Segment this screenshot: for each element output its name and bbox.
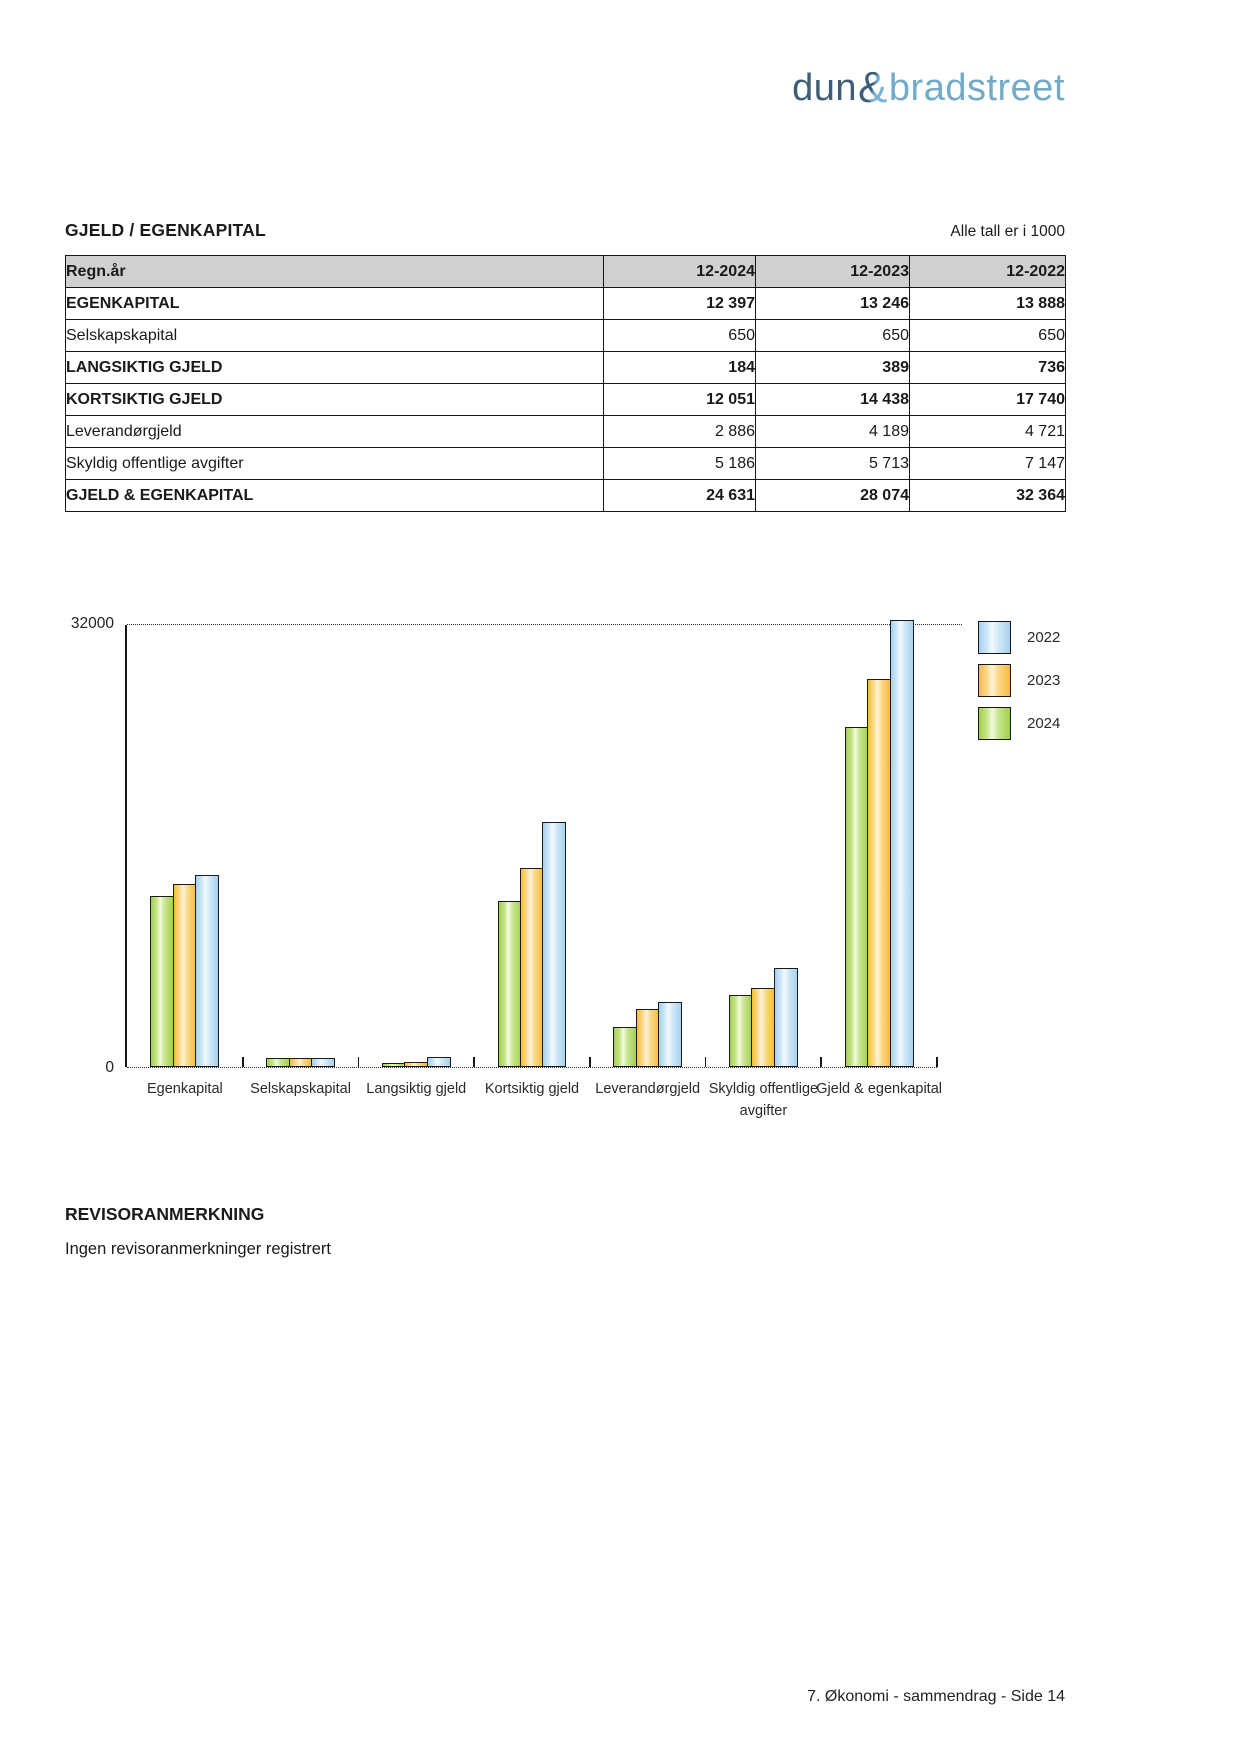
chart-category-label: Gjeld & egenkapital bbox=[816, 1081, 942, 1097]
bar-chart bbox=[70, 615, 942, 1120]
dun-bradstreet-logo bbox=[65, 63, 1065, 112]
table-row bbox=[66, 480, 1066, 512]
chart-category-group bbox=[816, 625, 942, 1097]
bar-2023 bbox=[289, 1058, 313, 1067]
row-value: 32 364 bbox=[910, 480, 1066, 512]
legend-label: 2022 bbox=[1027, 629, 1061, 646]
bar-2022 bbox=[542, 822, 566, 1067]
chart-category-group bbox=[706, 625, 822, 1120]
chart-category-label: Langsiktig gjeld bbox=[366, 1081, 467, 1097]
row-value: 5 713 bbox=[756, 448, 910, 480]
chart-category-group bbox=[590, 625, 706, 1097]
page-footer: 7. Økonomi - sammendrag - Side 14 bbox=[807, 1688, 1065, 1705]
row-value: 28 074 bbox=[756, 480, 910, 512]
revisor-section-title: REVISORANMERKNING bbox=[65, 1204, 265, 1224]
y-axis-zero-label: 0 bbox=[105, 1059, 114, 1076]
legend-color-swatch bbox=[978, 621, 1011, 654]
bar-2023 bbox=[867, 679, 891, 1067]
legend-item bbox=[978, 664, 1060, 697]
column-header-12-2024: 12-2024 bbox=[604, 256, 756, 288]
chart-legend bbox=[978, 621, 1060, 750]
row-value: 650 bbox=[756, 320, 910, 352]
row-label: KORTSIKTIG GJELD bbox=[66, 384, 604, 416]
bar-2022 bbox=[195, 875, 219, 1067]
row-value: 389 bbox=[756, 352, 910, 384]
row-value: 12 397 bbox=[604, 288, 756, 320]
row-label: LANGSIKTIG GJELD bbox=[66, 352, 604, 384]
row-label: GJELD & EGENKAPITAL bbox=[66, 480, 604, 512]
row-value: 2 886 bbox=[604, 416, 756, 448]
bar-2024 bbox=[845, 727, 869, 1067]
bar-2022 bbox=[311, 1058, 335, 1067]
bar-2024 bbox=[498, 901, 522, 1068]
y-axis-max-label: 32000 bbox=[70, 615, 114, 632]
row-value: 184 bbox=[604, 352, 756, 384]
column-header-12-2023: 12-2023 bbox=[756, 256, 910, 288]
legend-item bbox=[978, 621, 1060, 654]
column-header-12-2022: 12-2022 bbox=[910, 256, 1066, 288]
row-value: 736 bbox=[910, 352, 1066, 384]
chart-category-label: Egenkapital bbox=[146, 1081, 223, 1097]
table-header-row bbox=[66, 256, 1066, 288]
chart-category-label: Kortsiktig gjeld bbox=[484, 1081, 580, 1097]
column-header-regnar: Regn.år bbox=[66, 256, 604, 288]
table-row bbox=[66, 320, 1066, 352]
bar-2022 bbox=[658, 1002, 682, 1067]
row-value: 7 147 bbox=[910, 448, 1066, 480]
logo-text-dun: dun bbox=[792, 67, 858, 109]
bar-2022 bbox=[774, 968, 798, 1067]
row-value: 14 438 bbox=[756, 384, 910, 416]
bar-2024 bbox=[150, 896, 174, 1067]
logo-ampersand-icon: & bbox=[858, 63, 888, 112]
chart-category-label: Selskapskapital bbox=[250, 1081, 351, 1097]
legend-label: 2023 bbox=[1027, 672, 1061, 689]
chart-x-axis bbox=[127, 1067, 937, 1068]
table-row bbox=[66, 288, 1066, 320]
row-label: Leverandørgjeld bbox=[66, 416, 604, 448]
bar-2024 bbox=[613, 1027, 637, 1067]
legend-color-swatch bbox=[978, 707, 1011, 740]
table-row bbox=[66, 384, 1066, 416]
row-value: 13 888 bbox=[910, 288, 1066, 320]
row-value: 4 189 bbox=[756, 416, 910, 448]
row-label: EGENKAPITAL bbox=[66, 288, 604, 320]
bar-2023 bbox=[636, 1009, 660, 1067]
row-label: Selskapskapital bbox=[66, 320, 604, 352]
chart-category-group bbox=[474, 625, 590, 1097]
row-value: 5 186 bbox=[604, 448, 756, 480]
section-title: GJELD / EGENKAPITAL bbox=[65, 220, 266, 240]
balance-table-body bbox=[66, 288, 1066, 512]
row-value: 13 246 bbox=[756, 288, 910, 320]
chart-category-group bbox=[127, 625, 243, 1097]
bar-2023 bbox=[173, 884, 197, 1067]
legend-color-swatch bbox=[978, 664, 1011, 697]
legend-item bbox=[978, 707, 1060, 740]
bar-2022 bbox=[890, 620, 914, 1067]
bar-2022 bbox=[427, 1057, 451, 1067]
table-row bbox=[66, 448, 1066, 480]
revisor-section-text: Ingen revisoranmerkninger registrert bbox=[65, 1240, 331, 1258]
bar-2023 bbox=[404, 1062, 428, 1067]
row-value: 4 721 bbox=[910, 416, 1066, 448]
units-note: Alle tall er i 1000 bbox=[950, 223, 1065, 240]
row-value: 12 051 bbox=[604, 384, 756, 416]
bar-2024 bbox=[729, 995, 753, 1067]
bar-2023 bbox=[520, 868, 544, 1067]
chart-category-group bbox=[243, 625, 359, 1097]
chart-category-group bbox=[358, 625, 474, 1097]
logo-text-bradstreet: bradstreet bbox=[888, 67, 1065, 109]
row-value: 24 631 bbox=[604, 480, 756, 512]
bar-2024 bbox=[382, 1063, 406, 1068]
row-value: 650 bbox=[910, 320, 1066, 352]
row-label: Skyldig offentlige avgifter bbox=[66, 448, 604, 480]
chart-category-label: Skyldig offentlige avgifter bbox=[708, 1081, 819, 1120]
row-value: 17 740 bbox=[910, 384, 1066, 416]
table-row bbox=[66, 416, 1066, 448]
balance-table bbox=[65, 255, 1066, 512]
table-row bbox=[66, 352, 1066, 384]
legend-label: 2024 bbox=[1027, 715, 1061, 732]
bar-2023 bbox=[751, 988, 775, 1067]
row-value: 650 bbox=[604, 320, 756, 352]
section-header bbox=[65, 220, 1065, 241]
chart-category-label: Leverandørgjeld bbox=[595, 1081, 701, 1097]
bar-2024 bbox=[266, 1058, 290, 1067]
